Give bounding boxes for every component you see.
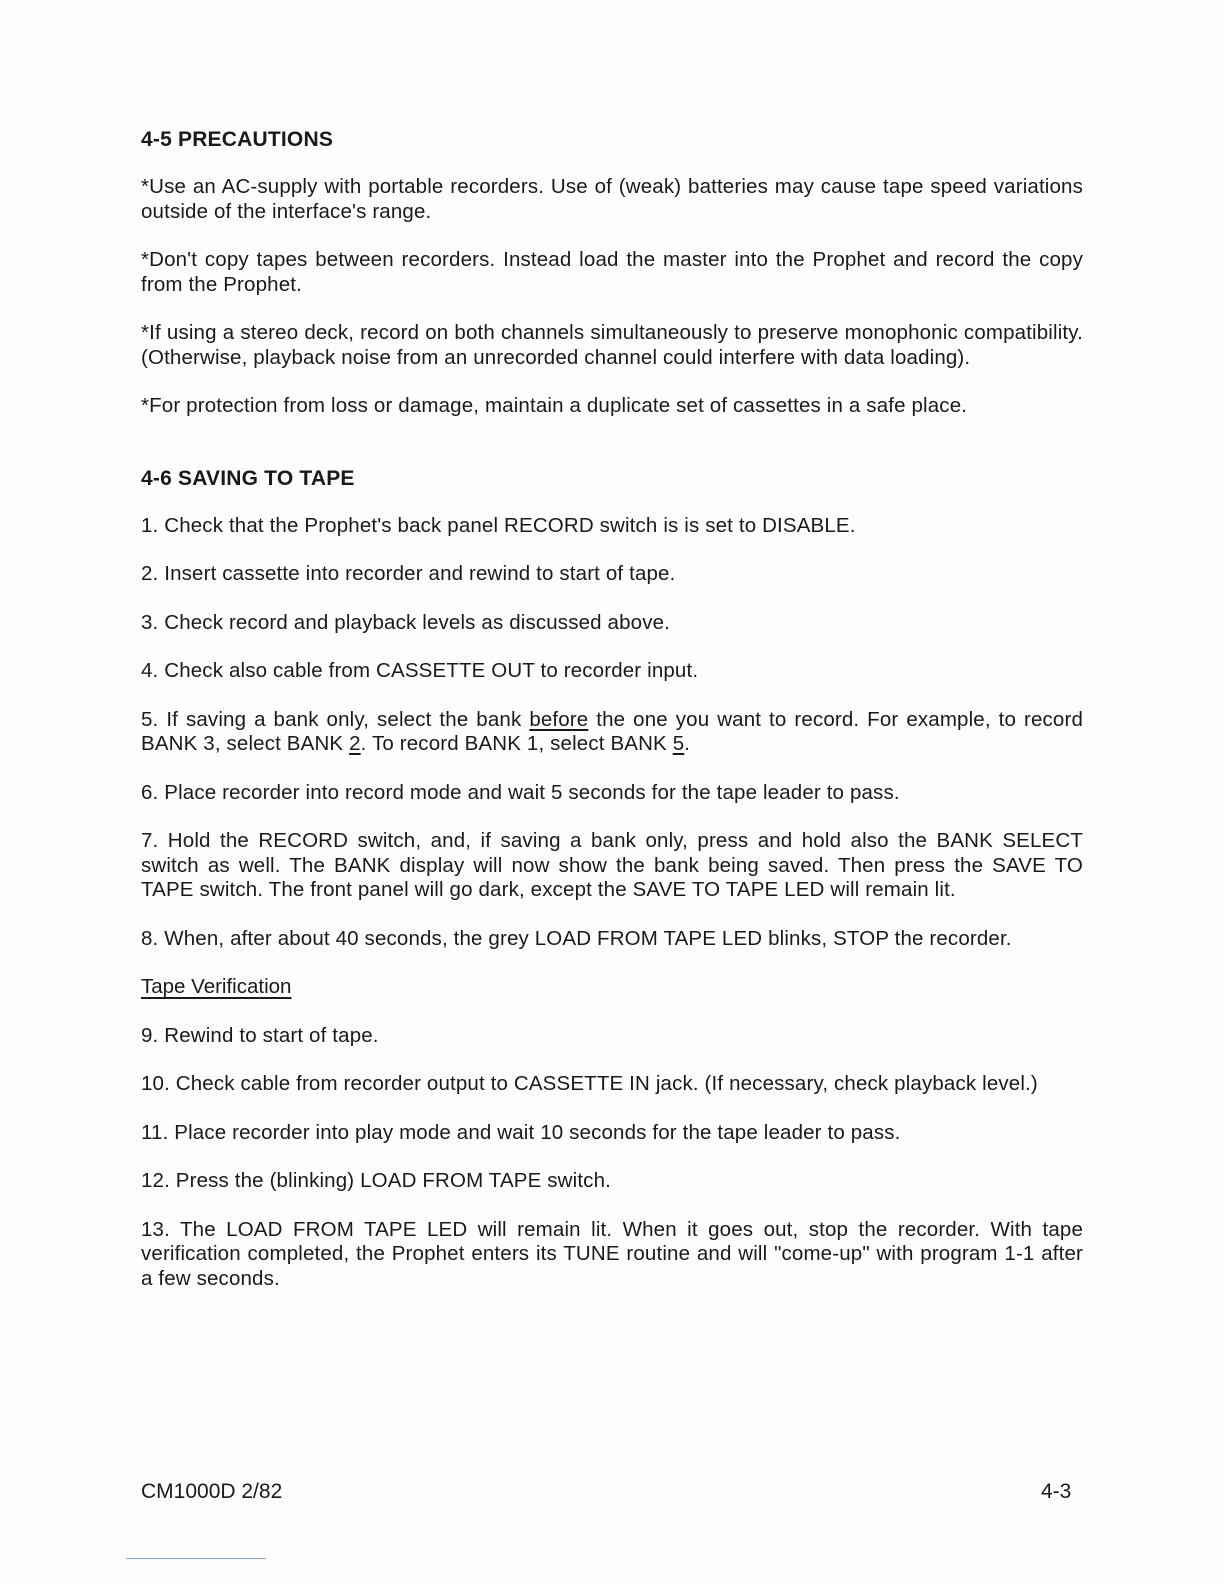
step-13: 13. The LOAD FROM TAPE LED will remain lit. When it goes out, stop the recorder. With tape verification completed, the Prophet enters its TUNE routine and will "come-up" with program 1-1 after a few seconds. — [141, 1217, 1083, 1290]
underlined-before: before — [529, 707, 589, 731]
step-5-text: record BANK 1, select BANK — [393, 732, 673, 755]
step-4: 4. Check also cable from CASSETTE OUT to recorder input. — [141, 659, 699, 682]
section-heading-saving: 4-6 SAVING TO TAPE — [141, 466, 355, 490]
step-5 — [141, 708, 1083, 757]
step-6: 6. Place recorder into record mode and wait 5 seconds for the tape leader to pass. — [141, 780, 900, 804]
subheading-tape-verification: Tape Verification — [141, 975, 292, 998]
scan-artifact-line — [126, 1558, 266, 1559]
step-3: 3. Check record and playback levels as discussed above. — [141, 610, 671, 634]
precaution-item: *Don't copy tapes between recorders. Instead load the master into the Prophet and record the copy from the Prophet. — [141, 248, 1083, 296]
step-5-text: the one you want to record. For example, to record BANK 3, select BANK — [141, 707, 1083, 755]
footer-doc-code: CM1000D 2/82 — [141, 1480, 283, 1503]
step-10: 10. Check cable from recorder output to CASSETTE IN jack. (If necessary, check playback level.) — [141, 1072, 1038, 1095]
section-heading-precautions: 4-5 PRECAUTIONS — [141, 128, 334, 151]
step-2: 2. Insert cassette into recorder and rewind to start of tape. — [141, 562, 676, 585]
step-5-text: 5. If saving a bank only, select the bank — [141, 707, 530, 731]
underlined-bank-number: 2 — [349, 732, 361, 755]
step-5-text: To — [371, 732, 394, 755]
step-11: 11. Place recorder into play mode and wait 10 seconds for the tape leader to pass. — [141, 1120, 901, 1144]
step-7: 7. Hold the RECORD switch, and, if saving a bank only, press and hold also the BANK SELECT switch as well. The BANK display will now show the bank being saved. Then press the SAVE TO TAPE switch. The front panel will go dark, except the SAVE TO TAPE LED will remain lit. — [141, 829, 1083, 901]
step-8: 8. When, after about 40 seconds, the grey LOAD FROM TAPE LED blinks, STOP the recorder. — [141, 926, 1012, 950]
step-5-text: . — [684, 732, 691, 755]
step-12: 12. Press the (blinking) LOAD FROM TAPE switch. — [141, 1169, 611, 1192]
precaution-item: *For protection from loss or damage, maintain a duplicate set of cassettes in a safe place. — [141, 394, 968, 417]
step-1: 1. Check that the Prophet's back panel RECORD switch is is set to DISABLE. — [141, 513, 856, 537]
underlined-bank-number: 5 — [672, 732, 685, 755]
precaution-item: *If using a stereo deck, record on both channels simultaneously to preserve monophonic compatibility. (Otherwise, playback noise from an unrecorded channel could interfere with data loading). — [141, 321, 1083, 369]
precaution-item: *Use an AC-supply with portable recorders. Use of (weak) batteries may cause tape speed variations outside of the interface's range. — [141, 175, 1083, 223]
footer-page-number: 4-3 — [1041, 1480, 1072, 1503]
step-5-text: . — [360, 732, 372, 755]
page-body — [141, 126, 1083, 1315]
step-9: 9. Rewind to start of tape. — [141, 1023, 379, 1047]
